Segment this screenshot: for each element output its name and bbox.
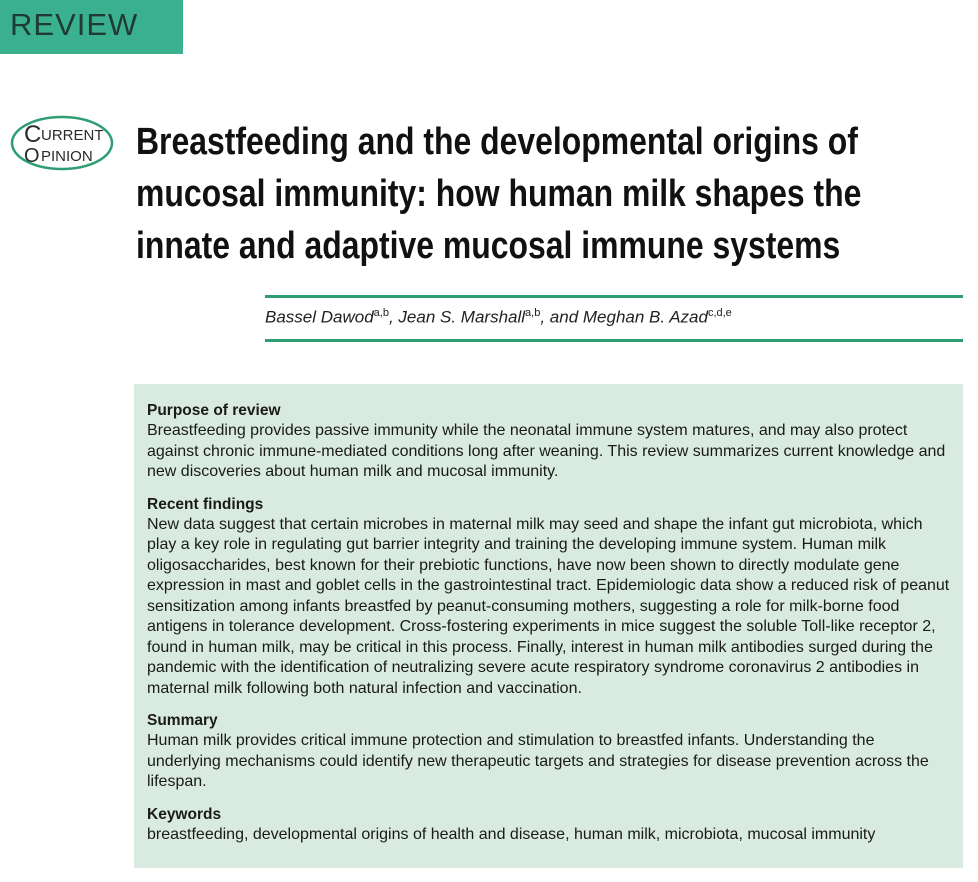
author-name: Jean S. Marshall <box>398 307 526 327</box>
article-title: Breastfeeding and the developmental origins of mucosal immunity: how human milk shapes the innate and adaptive mucosal immune systems <box>136 121 862 267</box>
author-affiliation: a,b <box>373 307 389 319</box>
logo-cap-o: O <box>24 145 40 167</box>
section-body: New data suggest that certain microbes in maternal milk may seed and shape the infant gut microbiota, which play a key role in regulating gut barrier integrity and training the developing immune system. Human milk oligosaccharides, best known for their prebiotic functions, have now been shown to directly modulate gene expression in mast and goblet cells in the gastrointestinal tract. Epidemiologic data show a reduced risk of peanut sensitization among infants breastfed by peanut-consuming mothers, suggesting a role for milk-borne food antigens in tolerance development. Cross-fostering experiments in mice suggest the soluble Toll-like receptor 2, found in human milk, may be critical in this process. Finally, interest in human milk antibodies surged during the pandemic with the identification of neutralizing severe acute respiratory syndrome coronavirus 2 antibodies in maternal milk following both natural infection and vaccination. <box>147 515 950 697</box>
title-divider-bottom <box>265 339 963 342</box>
section-body: Human milk provides critical immune protection and stimulation to breastfed infants. Understanding the underlying mechanisms could identify new therapeutic targets and strategies for disease prevention across the lifespan. <box>147 732 929 790</box>
section-heading: Keywords <box>147 805 222 823</box>
author-name: Bassel Dawod <box>265 307 374 327</box>
abstract-box <box>134 384 963 868</box>
logo-line-1: URRENT <box>41 127 104 144</box>
abstract-section-keywords <box>147 805 950 846</box>
author-affiliation: a,b <box>525 307 541 319</box>
logo-cap-c: C <box>24 121 42 148</box>
review-banner: REVIEW <box>0 0 183 54</box>
author-name: Meghan B. Azad <box>582 307 708 327</box>
section-body: Breastfeeding provides passive immunity while the neonatal immune system matures, and may also protect against chronic immune-mediated conditions long after weaning. This review summarizes current knowledge and new discoveries about human milk and mucosal immunity. <box>147 422 946 480</box>
section-body: breastfeeding, developmental origins of health and disease, human milk, microbiota, mucosal immunity <box>147 825 876 843</box>
author-list: Bassel Dawod$^{a,b}$, Jean S. Marshall$^{a,b}$, and Meghan B. Azad$^{c,d,e}$ <box>265 307 732 327</box>
section-heading: Purpose of review <box>147 402 281 419</box>
author-affiliation: c,d,e <box>707 307 732 319</box>
logo-line-2: PINION <box>41 148 93 165</box>
abstract-section-purpose <box>147 401 950 483</box>
section-heading: Recent findings <box>147 495 264 513</box>
section-heading: Summary <box>147 712 218 729</box>
title-divider-top <box>265 295 963 298</box>
current-opinion-logo <box>10 115 115 171</box>
abstract-section-findings <box>147 495 950 700</box>
abstract-section-summary <box>147 711 950 793</box>
